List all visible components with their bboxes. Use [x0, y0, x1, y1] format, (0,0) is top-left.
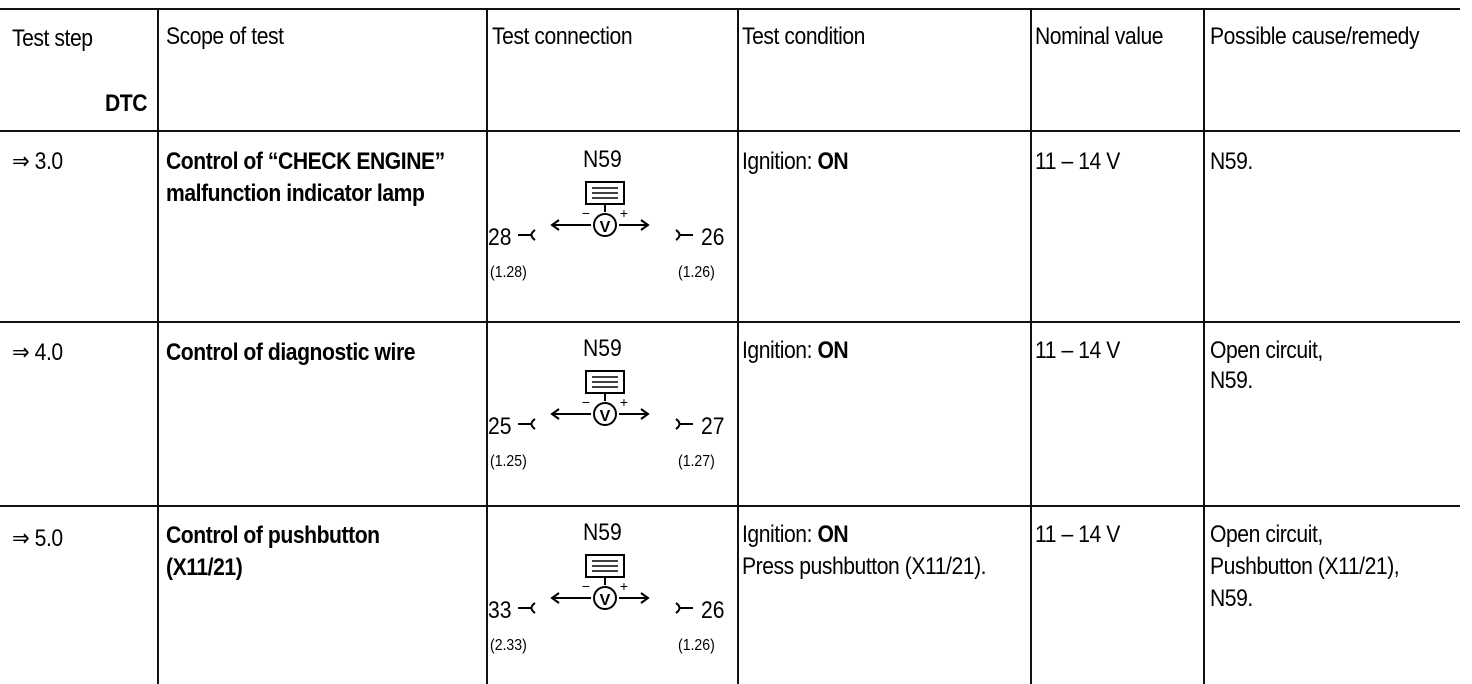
voltmeter-label: V [599, 592, 611, 609]
row-2-cause-line-2: N59. [1210, 367, 1253, 394]
ignition-state: ON [817, 521, 849, 548]
module-label: N59 [583, 335, 622, 362]
voltmeter-label: V [599, 408, 611, 425]
row-3-nominal-value: 11 – 14 V [1035, 521, 1120, 548]
row-separator-2 [0, 505, 1460, 507]
row-3-scope-line-2: (X11/21) [166, 554, 243, 581]
row-separator-1 [0, 321, 1460, 323]
column-divider-4 [1030, 8, 1032, 684]
table-top-border [0, 8, 1460, 10]
row-2-scope-line-1: Control of diagnostic wire [166, 339, 416, 366]
header-test-connection: Test connection [492, 23, 633, 50]
left-pin-sublabel: (1.25) [490, 453, 527, 470]
voltmeter-minus-label: − [581, 205, 591, 221]
row-3-condition-line-2: Press pushbutton (X11/21). [742, 553, 987, 580]
row-1-test-connection-diagram [488, 145, 738, 295]
row-1-test-step: ⇒ 3.0 [12, 148, 63, 175]
header-test-step: Test step [12, 25, 93, 52]
row-3-scope-line-1: Control of pushbutton [166, 522, 380, 549]
row-1-nominal-value: 11 – 14 V [1035, 148, 1120, 175]
right-probe-icon [676, 419, 693, 429]
right-pin-sublabel: (1.26) [678, 264, 715, 281]
right-probe-icon [676, 603, 693, 613]
header-test-condition: Test condition [742, 23, 865, 50]
right-pin-sublabel: (1.27) [678, 453, 715, 470]
module-label: N59 [583, 146, 622, 173]
voltmeter-label: V [599, 219, 611, 236]
left-probe-icon [518, 230, 535, 240]
left-probe-icon [518, 419, 535, 429]
right-probe-icon [676, 230, 693, 240]
column-divider-5 [1203, 8, 1205, 684]
row-1-condition [742, 145, 848, 179]
row-2-test-step: ⇒ 4.0 [12, 339, 63, 366]
row-1-scope-line-2: malfunction indicator lamp [166, 180, 425, 207]
voltmeter-connection-icon [488, 518, 738, 668]
row-1-cause-line-1: N59. [1210, 148, 1253, 175]
row-3-cause-line-3: N59. [1210, 585, 1253, 612]
voltmeter-plus-label: + [619, 205, 629, 221]
column-divider-1 [157, 8, 159, 684]
row-3-cause-line-2: Pushbutton (X11/21), [1210, 553, 1400, 580]
right-pin-label: 26 [701, 597, 725, 624]
header-scope-of-test: Scope of test [166, 23, 284, 50]
voltmeter-plus-label: + [619, 394, 629, 410]
voltmeter-minus-label: − [581, 394, 591, 410]
row-3-condition-line-1 [742, 518, 848, 552]
row-3-cause-line-1: Open circuit, [1210, 521, 1323, 548]
left-pin-sublabel: (1.28) [490, 264, 527, 281]
row-2-test-connection-diagram [488, 334, 738, 484]
left-pin-sublabel: (2.33) [490, 637, 527, 654]
left-probe-icon [518, 603, 535, 613]
right-pin-label: 26 [701, 224, 725, 251]
voltmeter-connection-icon [488, 334, 738, 484]
header-nominal-value: Nominal value [1035, 23, 1164, 50]
row-2-nominal-value: 11 – 14 V [1035, 337, 1120, 364]
header-separator [0, 130, 1460, 132]
row-1-scope-line-1: Control of “CHECK ENGINE” [166, 148, 445, 175]
left-pin-label: 33 [488, 597, 512, 624]
module-label: N59 [583, 519, 622, 546]
right-pin-label: 27 [701, 413, 725, 440]
row-2-cause-line-1: Open circuit, [1210, 337, 1323, 364]
voltmeter-plus-label: + [619, 578, 629, 594]
row-2-condition [742, 334, 848, 368]
left-pin-label: 28 [488, 224, 512, 251]
left-pin-label: 25 [488, 413, 512, 440]
ignition-label: Ignition: [742, 521, 813, 548]
right-pin-sublabel: (1.26) [678, 637, 715, 654]
header-dtc: DTC [105, 90, 148, 117]
ignition-label: Ignition: [742, 148, 813, 175]
header-possible-cause-remedy: Possible cause/remedy [1210, 23, 1420, 50]
row-3-test-connection-diagram [488, 518, 738, 668]
voltmeter-minus-label: − [581, 578, 591, 594]
ignition-state: ON [817, 337, 849, 364]
voltmeter-connection-icon [488, 145, 738, 295]
ignition-label: Ignition: [742, 337, 813, 364]
ignition-state: ON [817, 148, 849, 175]
row-3-test-step: ⇒ 5.0 [12, 525, 63, 552]
